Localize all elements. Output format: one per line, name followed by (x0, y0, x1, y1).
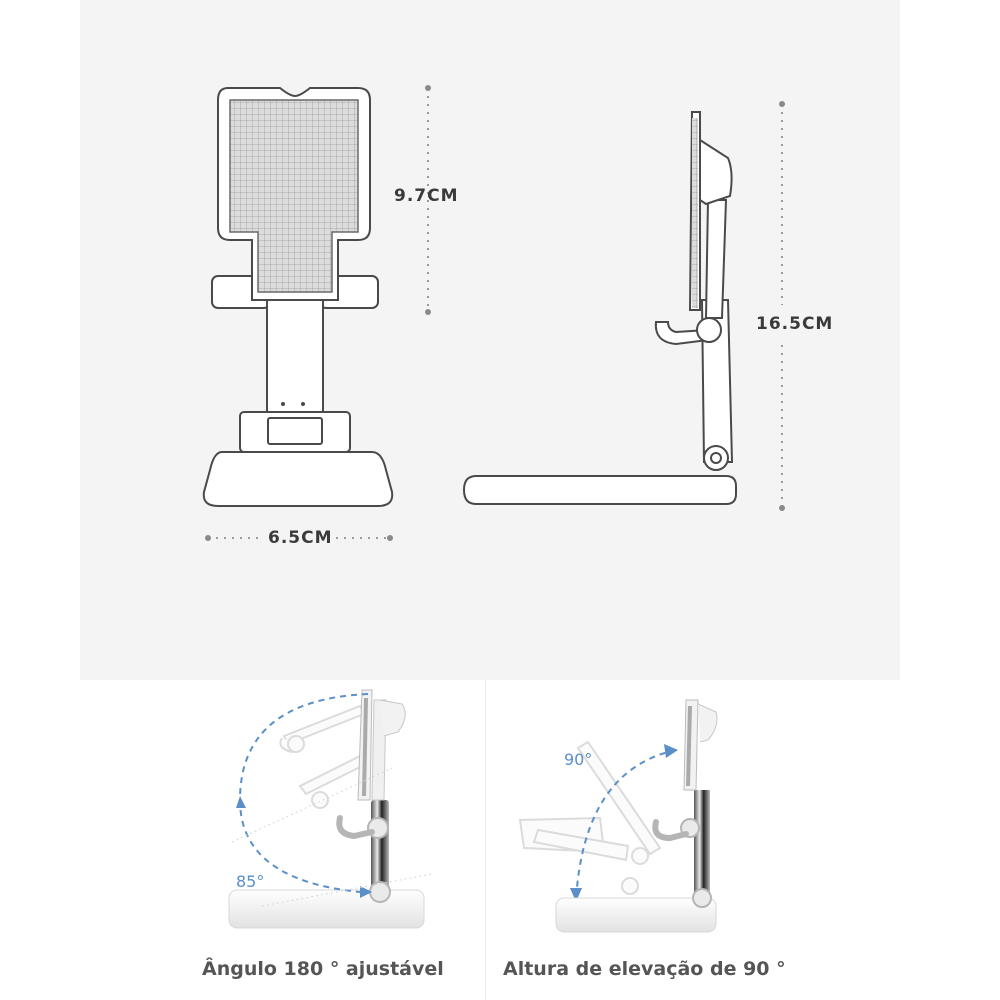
base-width-label: 6.5CM (268, 528, 333, 548)
right-chrome-pole (694, 790, 710, 902)
left-base (229, 890, 424, 928)
left-chrome-pole (371, 800, 389, 895)
screen-height-label: 9.7CM (394, 186, 459, 206)
total-height-label: 16.5CM (756, 314, 834, 334)
right-caption: Altura de elevação de 90 ° (503, 958, 786, 980)
right-angle-label: 90° (564, 750, 593, 769)
left-angle-label: 85° (236, 872, 265, 891)
left-caption: Ângulo 180 ° ajustável (202, 958, 444, 980)
right-stand-illustration (520, 700, 717, 932)
left-stand-illustration (229, 690, 432, 928)
right-base (556, 898, 716, 932)
